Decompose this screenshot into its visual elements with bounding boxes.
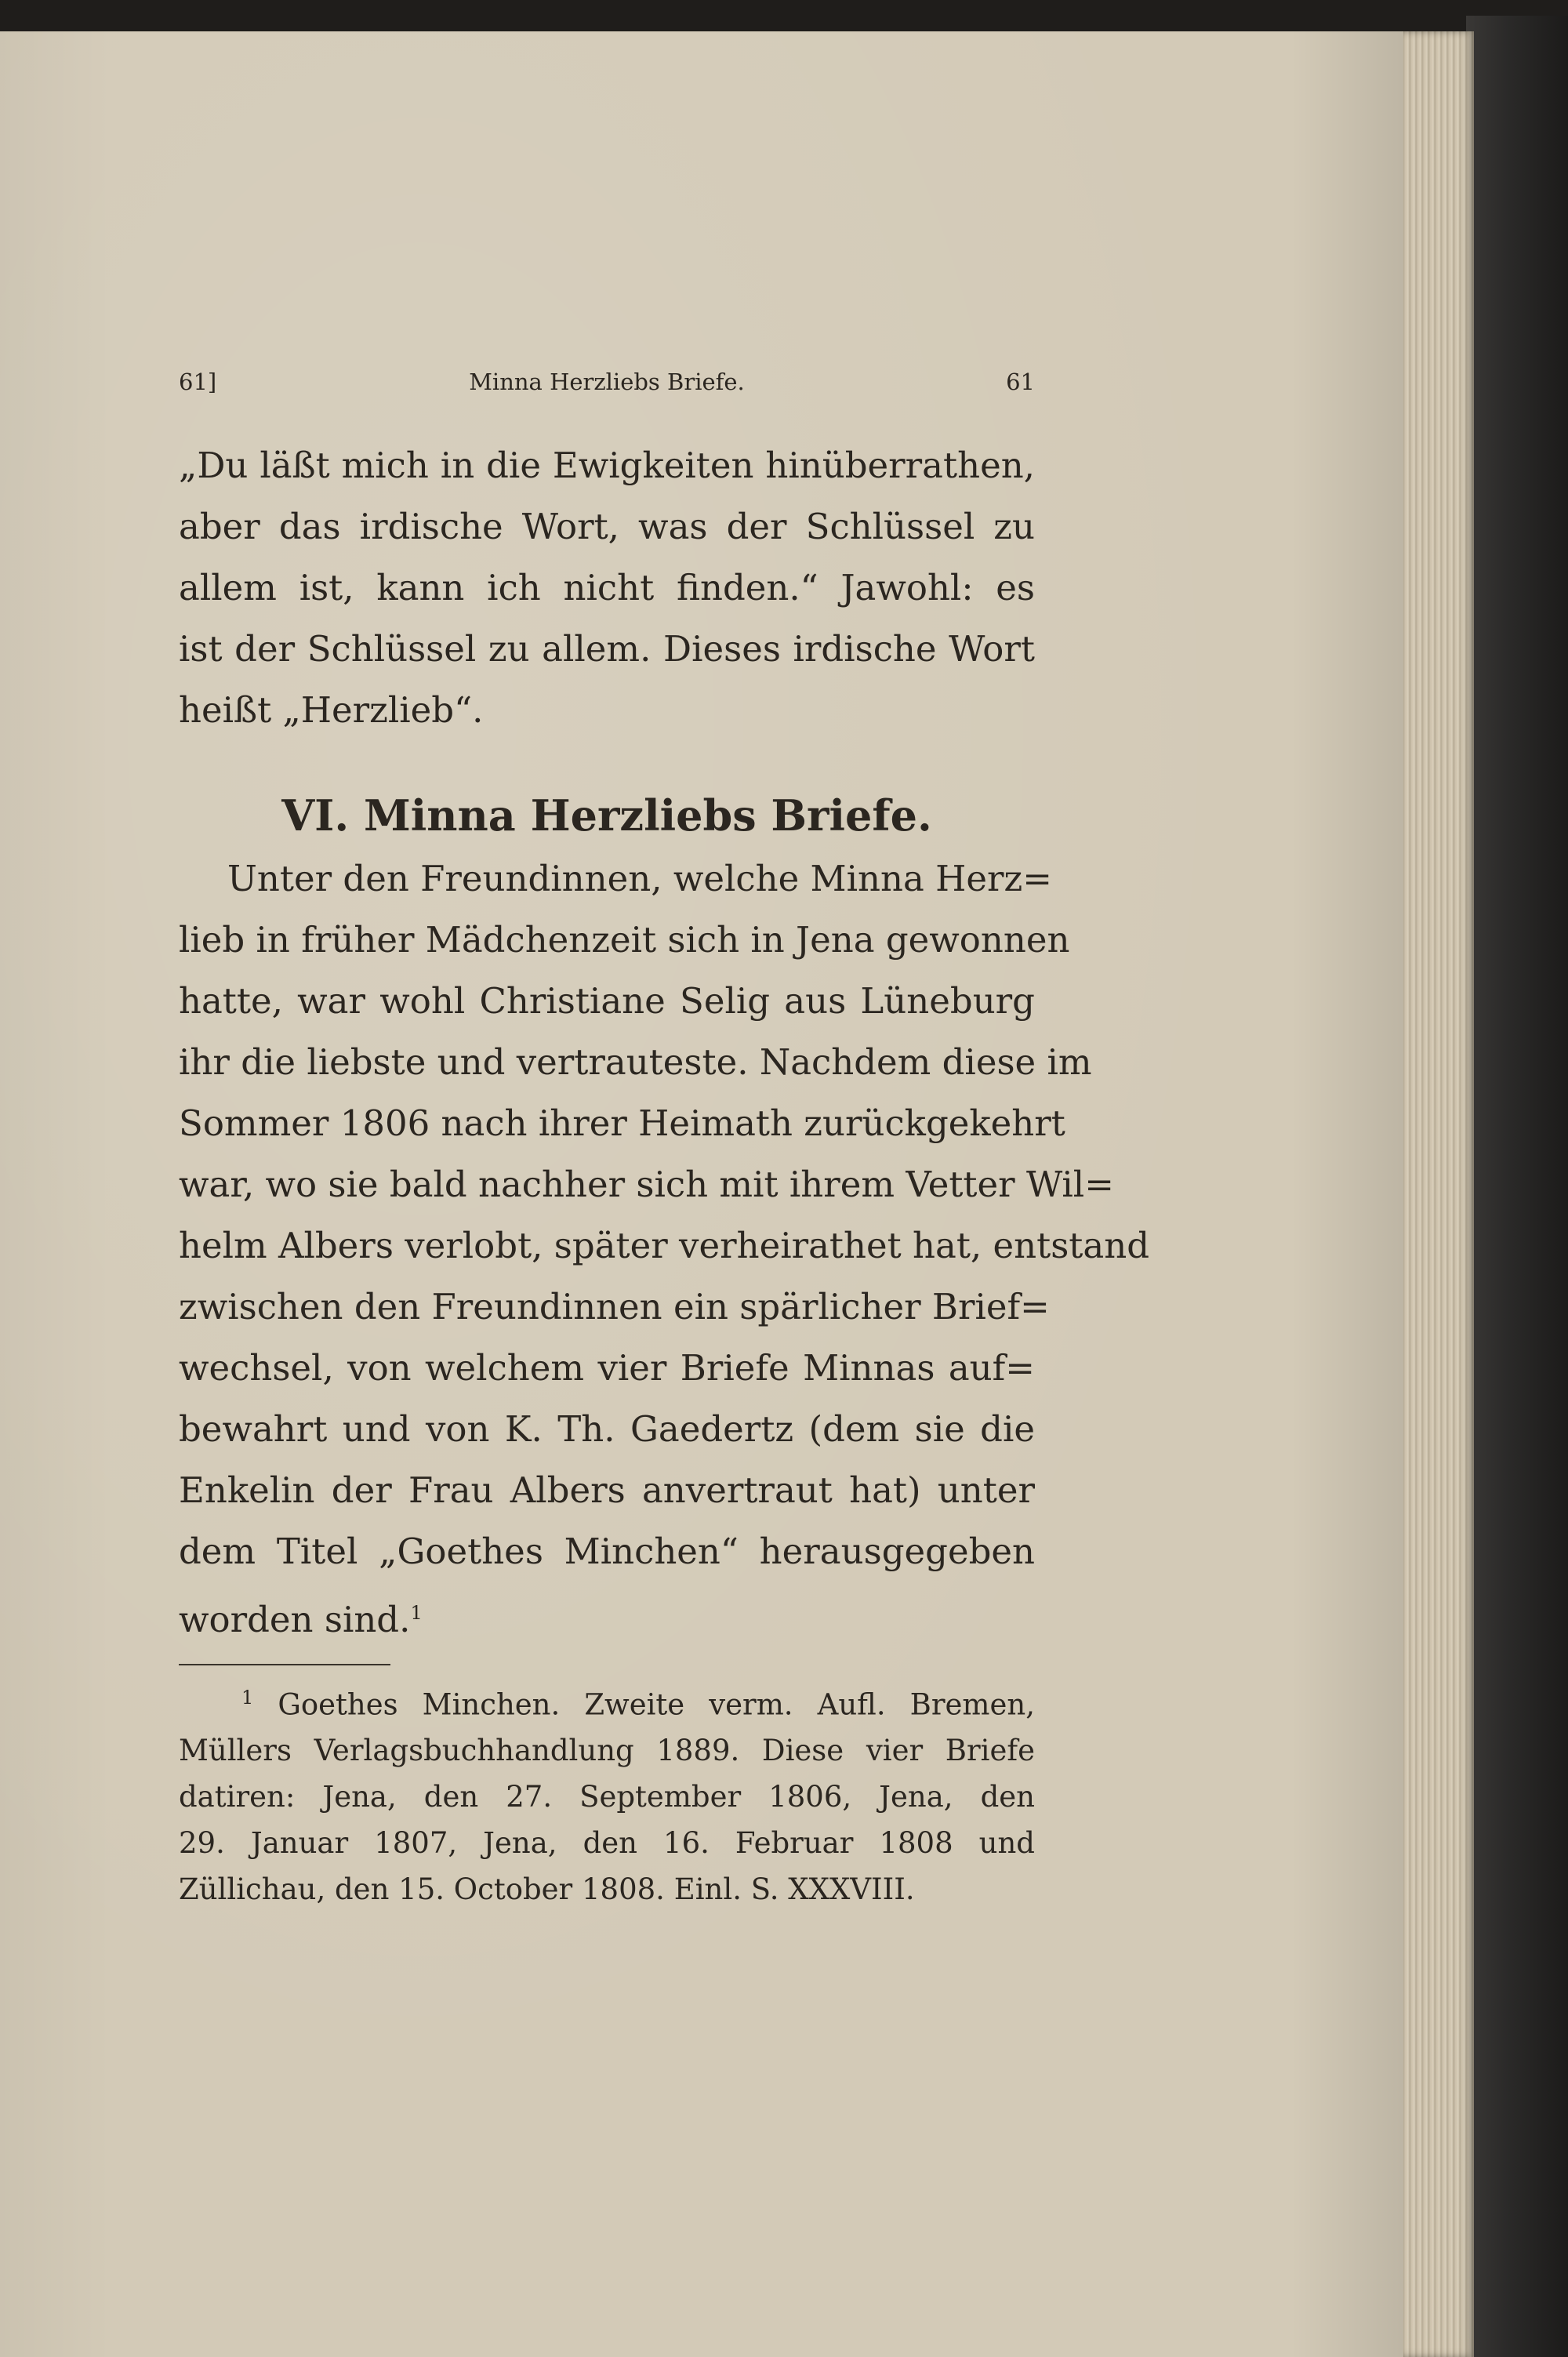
footnote bbox=[179, 1675, 1035, 1912]
book-page bbox=[0, 31, 1403, 2357]
footnote-line: Müllers Verlagsbuchhandlung 1889. Diese vier Briefe bbox=[179, 1734, 1035, 1768]
text-line: bewahrt und von K. Th. Gaedertz (dem sie die bbox=[179, 1408, 1035, 1450]
footnote-marker: 1 bbox=[410, 1602, 423, 1624]
text-line: lieb in früher Mädchenzeit sich in Jena gewonnen bbox=[179, 919, 1070, 961]
footnote-line: 29. Januar 1807, Jena, den 16. Februar 1808 und bbox=[179, 1826, 1035, 1861]
footnote-line: Züllichau, den 15. October 1808. Einl. S. XXXVIII. bbox=[179, 1872, 915, 1907]
paragraph-quote bbox=[179, 435, 1035, 741]
text-line: wechsel, von welchem vier Briefe Minnas auf= bbox=[179, 1347, 1035, 1389]
text-line: aber das irdische Wort, was der Schlüssel zu bbox=[179, 506, 1035, 547]
footnote-number: 1 bbox=[241, 1687, 254, 1709]
text-line bbox=[179, 1582, 1035, 1651]
text-line: allem ist, kann ich nicht finden.“ Jawohl: es bbox=[179, 567, 1035, 608]
running-header bbox=[179, 369, 1035, 400]
text-line: Sommer 1806 nach ihrer Heimath zurückgekehrt bbox=[179, 1102, 1065, 1144]
text-line-content: worden sind. bbox=[179, 1599, 411, 1640]
text-line: zwischen den Freundinnen ein spärlicher Brief= bbox=[179, 1286, 1050, 1327]
text-line: ihr die liebste und vertrauteste. Nachdem diese im bbox=[179, 1041, 1092, 1083]
paragraph-body bbox=[179, 848, 1150, 1651]
header-title: Minna Herzliebs Briefe. bbox=[469, 369, 745, 395]
text-line: heißt „Herzlieb“. bbox=[179, 689, 484, 731]
page-edges bbox=[1399, 31, 1474, 2357]
text-line: dem Titel „Goethes Minchen“ herausgegeben bbox=[179, 1531, 1035, 1572]
footnote-divider bbox=[179, 1664, 390, 1665]
text-line: war, wo sie bald nachher sich mit ihrem Vetter Wil= bbox=[179, 1164, 1114, 1205]
text-line: „Du läßt mich in die Ewigkeiten hinüberrathen, bbox=[179, 445, 1035, 486]
footnote-line: datiren: Jena, den 27. September 1806, Jena, den bbox=[179, 1780, 1035, 1814]
footnote-line bbox=[179, 1675, 1035, 1727]
text-line: helm Albers verlobt, später verheirathet hat, entstand bbox=[179, 1225, 1150, 1266]
scan-top-edge bbox=[0, 0, 1568, 31]
text-line: Unter den Freundinnen, welche Minna Herz= bbox=[227, 858, 1052, 899]
text-line: hatte, war wohl Christiane Selig aus Lüneburg bbox=[179, 980, 1035, 1022]
text-line: ist der Schlüssel zu allem. Dieses irdische Wort bbox=[179, 628, 1035, 670]
header-page-number: 61 bbox=[1006, 369, 1035, 395]
footnote-line-content: Goethes Minchen. Zweite verm. Aufl. Bremen, bbox=[278, 1687, 1035, 1722]
section-heading: VI. Minna Herzliebs Briefe. bbox=[281, 790, 932, 841]
book-cover-edge bbox=[1466, 16, 1568, 2357]
text-line: Enkelin der Frau Albers anvertraut hat) unter bbox=[179, 1469, 1035, 1511]
header-page-ref: 61] bbox=[179, 369, 217, 395]
